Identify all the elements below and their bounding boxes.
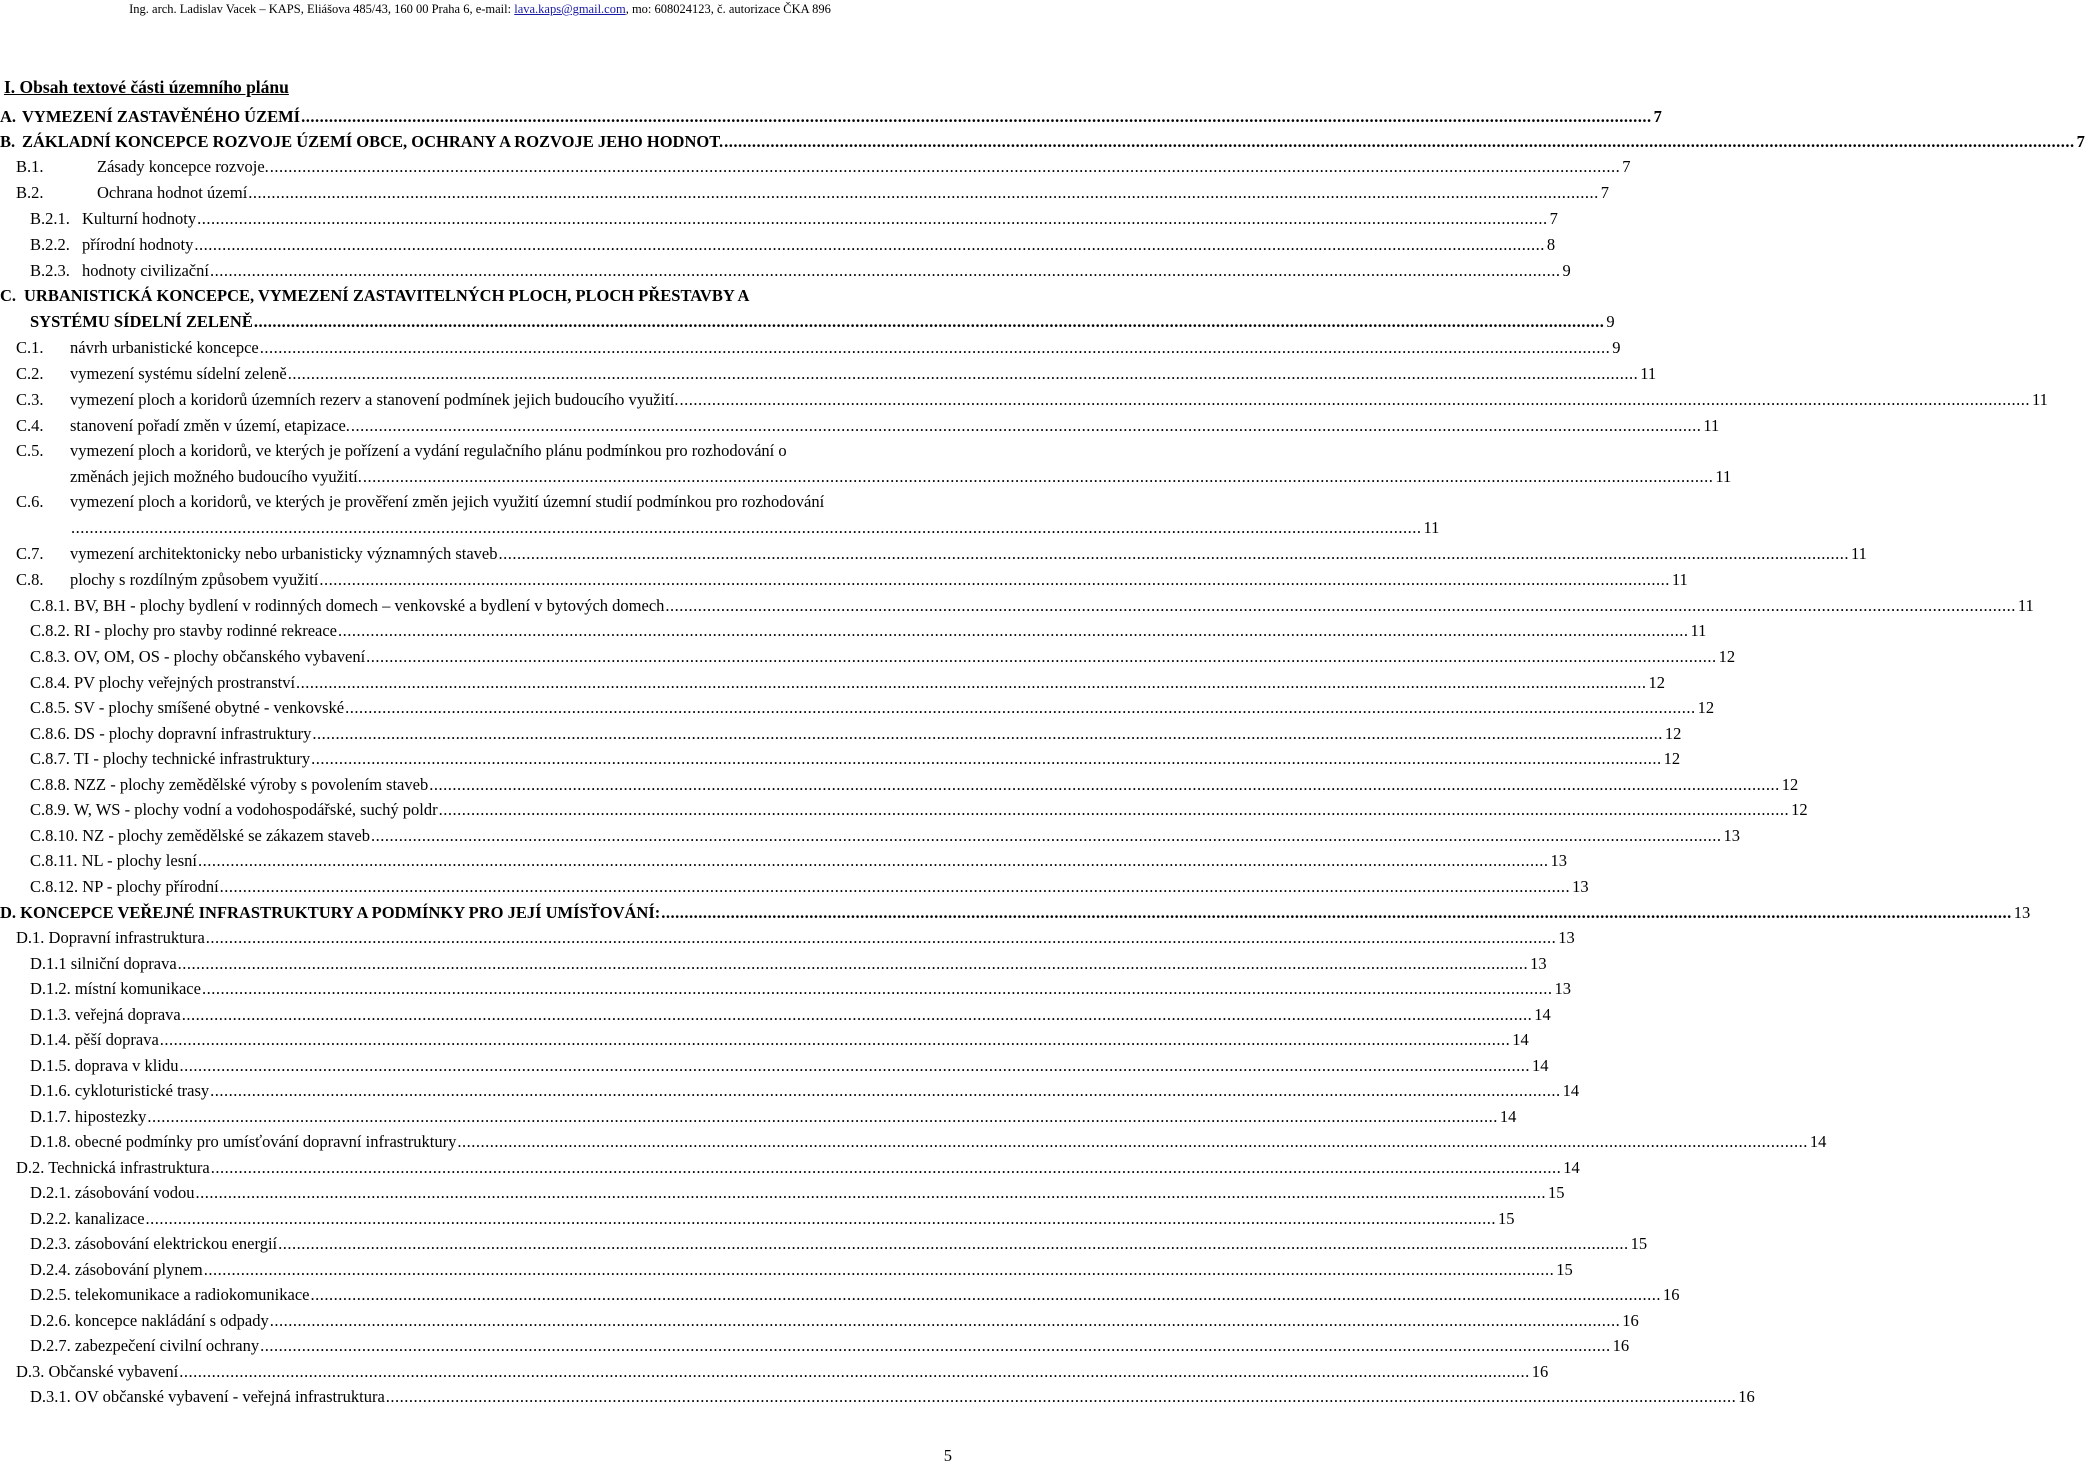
toc-page-number: 16 xyxy=(1738,1387,1755,1406)
toc-number: B.1. xyxy=(16,157,44,176)
toc-text: vymezení ploch a koridorů územních rezerv a stanovení podmínek jejich budoucího využití. xyxy=(70,390,679,409)
toc-entry-d24[interactable] xyxy=(30,1256,1573,1280)
toc-page-number: 8 xyxy=(1546,235,1556,254)
toc-entry-c83[interactable] xyxy=(30,643,1736,667)
toc-page-number: 11 xyxy=(1703,416,1720,435)
toc-entry-b23[interactable] xyxy=(30,257,1571,281)
toc-leader xyxy=(724,132,2075,152)
toc-number: A. xyxy=(0,107,17,126)
toc-page-number: 11 xyxy=(1423,518,1440,537)
toc-page-number: 14 xyxy=(1534,1005,1551,1024)
toc-leader xyxy=(311,1285,1662,1305)
toc-entry-c82[interactable] xyxy=(30,617,1707,641)
toc-text: D.1.7. hipostezky xyxy=(30,1107,147,1126)
toc-entry-c85[interactable] xyxy=(30,694,1715,718)
toc-page-number: 11 xyxy=(1640,364,1657,383)
toc-page-number: 16 xyxy=(1622,1311,1639,1330)
toc-text: D.3.1. OV občanské vybavení - veřejná infrastruktura xyxy=(30,1387,385,1406)
toc-text: D.2.4. zásobování plynem xyxy=(30,1260,203,1279)
toc-text: D.2.7. zabezpečení civilní ochrany xyxy=(30,1336,260,1355)
toc-leader xyxy=(211,1158,1562,1178)
toc-entry-c1[interactable] xyxy=(16,334,1621,358)
toc-text: přírodní hodnoty xyxy=(82,235,194,254)
toc-page-number: 9 xyxy=(1606,312,1615,331)
toc-leader xyxy=(499,544,1850,564)
toc-entry-c811[interactable] xyxy=(30,847,1567,871)
toc-leader xyxy=(429,775,1780,795)
toc-leader xyxy=(312,724,1663,744)
toc-entry-c5-line1 xyxy=(16,441,787,461)
toc-number: C.7. xyxy=(16,544,44,563)
toc-text: C.8.10. NZ - plochy zemědělské se zákazem staveb xyxy=(30,826,370,845)
toc-text: D.1.8. obecné podmínky pro umísťování dopravní infrastruktury xyxy=(30,1132,457,1151)
toc-leader xyxy=(661,903,2012,923)
toc-leader xyxy=(198,851,1549,871)
toc-page-number: 13 xyxy=(1558,928,1575,947)
toc-page-number: 14 xyxy=(1512,1030,1529,1049)
toc-text: D.1.6. cykloturistické trasy xyxy=(30,1081,210,1100)
toc-page-number: 12 xyxy=(1697,698,1715,717)
toc-page-number: 14 xyxy=(1809,1132,1827,1151)
toc-leader xyxy=(270,157,1621,177)
toc-entry-d21[interactable] xyxy=(30,1179,1565,1203)
toc-page-number: 13 xyxy=(1572,877,1589,896)
toc-entry-b1[interactable] xyxy=(16,153,1631,177)
toc-entry-d26[interactable] xyxy=(30,1307,1639,1331)
toc-text: D.1.5. doprava v klidu xyxy=(30,1056,179,1075)
toc-entry-a[interactable] xyxy=(0,103,1662,127)
toc-entry-c2[interactable] xyxy=(16,360,1657,384)
toc-entry-d13[interactable] xyxy=(30,1001,1551,1025)
header-email-link[interactable]: lava.kaps@gmail.com xyxy=(514,2,626,16)
toc-leader xyxy=(296,673,1647,693)
toc-page-number: 13 xyxy=(1554,979,1571,998)
toc-entry-c6[interactable] xyxy=(70,514,1440,538)
toc-text: D.1.3. veřejná doprava xyxy=(30,1005,181,1024)
toc-page-number: 7 xyxy=(1653,107,1662,126)
toc-leader xyxy=(345,698,1696,718)
toc-leader xyxy=(204,1260,1555,1280)
toc-text: Ochrana hodnot území xyxy=(97,183,248,202)
toc-leader xyxy=(179,1362,1530,1382)
toc-leader xyxy=(248,183,1599,203)
toc-entry-c810[interactable] xyxy=(30,822,1740,846)
toc-entry-c86[interactable] xyxy=(30,720,1682,744)
toc-text: vymezení ploch a koridorů, ve kterých je prověření změn jejich využití územní studií podmínkou pro rozhodování xyxy=(70,492,825,511)
toc-text: plochy s rozdílným způsobem využití xyxy=(70,570,319,589)
toc-number: B.2.2. xyxy=(30,235,70,254)
toc-text: C.8.6. DS - plochy dopravní infrastruktury xyxy=(30,724,312,743)
toc-text: C.8.3. OV, OM, OS - plochy občanského vybavení xyxy=(30,647,366,666)
toc-entry-b22[interactable] xyxy=(30,231,1556,255)
toc-leader xyxy=(146,1209,1497,1229)
toc-entry-b21[interactable] xyxy=(30,205,1558,229)
toc-page-number: 12 xyxy=(1791,800,1808,819)
toc-leader xyxy=(665,596,2016,616)
toc-number: C. xyxy=(0,286,17,305)
toc-leader xyxy=(371,826,1722,846)
toc-text: C.8.7. TI - plochy technické infrastruktury xyxy=(30,749,311,768)
toc-text: ZÁKLADNÍ KONCEPCE ROZVOJE ÚZEMÍ OBCE, OCHRANY A ROZVOJE JEHO HODNOT. xyxy=(22,132,724,151)
toc-leader xyxy=(220,877,1571,897)
toc-leader xyxy=(278,1234,1629,1254)
toc-number: C.4. xyxy=(16,416,44,435)
toc-text: C.8.1. BV, BH - plochy bydlení v rodinných domech – venkovské a bydlení v bytových domech xyxy=(30,596,665,615)
toc-page-number: 14 xyxy=(1531,1056,1549,1075)
toc-text: D.1. Dopravní infrastruktura xyxy=(16,928,205,947)
toc-leader xyxy=(270,1311,1621,1331)
toc-entry-c3[interactable] xyxy=(16,386,2048,410)
toc-leader xyxy=(311,749,1662,769)
toc-page-number: 12 xyxy=(1663,749,1681,768)
toc-text: D.2.6. koncepce nakládání s odpady xyxy=(30,1311,269,1330)
toc-leader xyxy=(366,647,1717,667)
toc-leader xyxy=(301,107,1652,127)
toc-entry-d31[interactable] xyxy=(30,1383,1755,1407)
toc-page-number: 15 xyxy=(1548,1183,1565,1202)
toc-page-number: 13 xyxy=(1723,826,1740,845)
toc-entry-d3[interactable] xyxy=(16,1358,1549,1382)
toc-leader xyxy=(679,390,2030,410)
toc-text: C.8.4. PV plochy veřejných prostranství xyxy=(30,673,296,692)
toc-page-number: 7 xyxy=(1549,209,1558,228)
toc-page-number: 12 xyxy=(1664,724,1682,743)
toc-text: D.1.1 silniční doprava xyxy=(30,954,177,973)
toc-entry-d[interactable] xyxy=(0,899,2031,923)
toc-leader xyxy=(202,979,1553,999)
toc-number: B. xyxy=(0,132,16,151)
toc-page-number: 14 xyxy=(1499,1107,1517,1126)
toc-text: C.8.9. W, WS - plochy vodní a vodohospodářské, suchý poldr xyxy=(30,800,438,819)
toc-leader xyxy=(260,338,1611,358)
toc-entry-c812[interactable] xyxy=(30,873,1589,897)
toc-number: C.1. xyxy=(16,338,44,357)
toc-page-number: 14 xyxy=(1563,1158,1580,1177)
toc-text: D.1.4. pěší doprava xyxy=(30,1030,159,1049)
toc-text: D.2.3. zásobování elektrickou energií xyxy=(30,1234,278,1253)
toc-text: C.8.2. RI - plochy pro stavby rodinné rekreace xyxy=(30,621,337,640)
toc-entry-d22[interactable] xyxy=(30,1205,1515,1229)
toc-number: C.5. xyxy=(16,441,44,460)
toc-entry-d18[interactable] xyxy=(30,1128,1827,1152)
toc-page-number: 11 xyxy=(2031,390,2048,409)
toc-entry-d23[interactable] xyxy=(30,1230,1648,1254)
toc-leader xyxy=(179,1056,1530,1076)
page-number: 5 xyxy=(943,1446,952,1465)
toc-text: C.8.8. NZZ - plochy zemědělské výroby s povolením staveb xyxy=(30,775,429,794)
toc-number: B.2.3. xyxy=(30,261,70,280)
toc-entry-b2[interactable] xyxy=(16,179,1610,203)
toc-title: I. Obsah textové části územního plánu xyxy=(4,77,289,97)
toc-page-number: 12 xyxy=(1781,775,1799,794)
toc-text: hodnoty civilizační xyxy=(82,261,209,280)
toc-leader xyxy=(71,518,1422,538)
toc-text: C.8.12. NP - plochy přírodní xyxy=(30,877,219,896)
toc-page-number: 11 xyxy=(1851,544,1867,563)
toc-text: D.3. Občanské vybavení xyxy=(16,1362,179,1381)
toc-leader xyxy=(206,928,1557,948)
toc-text: SYSTÉMU SÍDELNÍ ZELENĚ xyxy=(30,312,253,331)
toc-leader xyxy=(197,209,1548,229)
toc-page-number: 9 xyxy=(1562,261,1571,280)
toc-text: D. KONCEPCE VEŘEJNÉ INFRASTRUKTURY A PODMÍNKY PRO JEJÍ UMÍSŤOVÁNÍ: xyxy=(0,903,661,922)
toc-page-number: 15 xyxy=(1630,1234,1648,1253)
toc-entry-c7[interactable] xyxy=(16,540,1867,564)
toc-leader xyxy=(338,621,1689,641)
toc-text: návrh urbanistické koncepce xyxy=(70,338,259,357)
toc-entry-d15[interactable] xyxy=(30,1052,1549,1076)
toc-leader xyxy=(351,416,1702,436)
toc-page-number: 11 xyxy=(2017,596,2034,615)
toc-page-number: 13 xyxy=(1530,954,1547,973)
toc-entry-d27[interactable] xyxy=(30,1332,1630,1356)
toc-entry-c87[interactable] xyxy=(30,745,1681,769)
toc-leader xyxy=(196,1183,1547,1203)
toc-entry-d16[interactable] xyxy=(30,1077,1580,1101)
toc-page-number: 16 xyxy=(1663,1285,1680,1304)
toc-text: C.8.11. NL - plochy lesní xyxy=(30,851,197,870)
toc-text: URBANISTICKÁ KONCEPCE, VYMEZENÍ ZASTAVITELNÝCH PLOCH, PLOCH PŘESTAVBY A xyxy=(24,286,750,305)
toc-page-number: 11 xyxy=(1715,467,1732,486)
toc-leader xyxy=(194,235,1545,255)
toc-entry-d12[interactable] xyxy=(30,975,1571,999)
toc-page-number: 7 xyxy=(1600,183,1610,202)
toc-leader xyxy=(210,1081,1561,1101)
toc-leader xyxy=(439,800,1790,820)
toc-text: změnách jejich možného budoucího využití. xyxy=(70,467,362,486)
toc-number: C.2. xyxy=(16,364,44,383)
toc-entry-d11[interactable] xyxy=(30,950,1547,974)
toc-entry-c89[interactable] xyxy=(30,796,1808,820)
toc-page-number: 15 xyxy=(1556,1260,1573,1279)
toc-leader xyxy=(386,1387,1737,1407)
toc-page-number: 11 xyxy=(1690,621,1707,640)
toc-entry-d17[interactable] xyxy=(30,1103,1517,1127)
toc-text: D.1.2. místní komunikace xyxy=(30,979,201,998)
toc-entry-c-line1 xyxy=(0,286,749,306)
toc-leader xyxy=(260,1336,1611,1356)
header-suffix: , mo: 608024123, č. autorizace ČKA 896 xyxy=(625,2,831,16)
toc-leader xyxy=(254,312,1605,332)
toc-text: C.8.5. SV - plochy smíšené obytné - venkovské xyxy=(30,698,345,717)
toc-entry-d1[interactable] xyxy=(16,924,1575,948)
toc-leader xyxy=(457,1132,1808,1152)
toc-page-number: 14 xyxy=(1562,1081,1580,1100)
toc-page-number: 16 xyxy=(1612,1336,1630,1355)
toc-page-number: 7 xyxy=(2076,132,2085,151)
toc-leader xyxy=(178,954,1529,974)
toc-number: C.8. xyxy=(16,570,44,589)
toc-entry-c88[interactable] xyxy=(30,771,1799,795)
toc-text: D.2.2. kanalizace xyxy=(30,1209,145,1228)
toc-page-number: 13 xyxy=(2013,903,2031,922)
toc-entry-c8[interactable] xyxy=(16,566,1688,590)
toc-entry-b[interactable] xyxy=(0,128,2085,152)
toc-number: C.6. xyxy=(16,492,44,511)
header-prefix: Ing. arch. Ladislav Vacek – KAPS, Eliášova 485/43, 160 00 Praha 6, e-mail: xyxy=(129,2,512,16)
toc-page-number: 16 xyxy=(1531,1362,1549,1381)
toc-entry-c4[interactable] xyxy=(16,412,1720,436)
toc-leader xyxy=(319,570,1670,590)
toc-leader xyxy=(147,1107,1498,1127)
toc-text: vymezení systému sídelní zeleně xyxy=(70,364,287,383)
toc-page-number: 9 xyxy=(1612,338,1621,357)
toc-number: B.2.1. xyxy=(30,209,70,228)
toc-text: Zásady koncepce rozvoje. xyxy=(97,157,269,176)
toc-entry-c[interactable] xyxy=(30,308,1615,332)
toc-page-number: 12 xyxy=(1648,673,1666,692)
toc-text: stanovení pořadí změn v území, etapizace. xyxy=(70,416,350,435)
toc-leader xyxy=(210,261,1561,281)
toc-entry-d14[interactable] xyxy=(30,1026,1529,1050)
toc-entry-c81[interactable] xyxy=(30,592,2034,616)
toc-leader xyxy=(160,1030,1511,1050)
toc-entry-d25[interactable] xyxy=(30,1281,1680,1305)
toc-leader xyxy=(182,1005,1533,1025)
toc-text: VYMEZENÍ ZASTAVĚNÉHO ÚZEMÍ xyxy=(22,107,301,126)
toc-text: D.2.1. zásobování vodou xyxy=(30,1183,195,1202)
toc-entry-d2[interactable] xyxy=(16,1154,1580,1178)
toc-text: vymezení ploch a koridorů, ve kterých je pořízení a vydání regulačního plánu podmínkou pro rozhodování o xyxy=(70,441,787,460)
toc-entry-c6-line1 xyxy=(16,492,824,512)
toc-leader xyxy=(363,467,1714,487)
toc-page-number: 12 xyxy=(1718,647,1736,666)
toc-text: D.2. Technická infrastruktura xyxy=(16,1158,210,1177)
toc-entry-c5[interactable] xyxy=(70,463,1732,487)
toc-page-number: 13 xyxy=(1550,851,1567,870)
toc-number: B.2. xyxy=(16,183,44,202)
toc-number: C.3. xyxy=(16,390,44,409)
toc-text: vymezení architektonicky nebo urbanisticky významných staveb xyxy=(70,544,498,563)
toc-page-number: 7 xyxy=(1622,157,1631,176)
toc-entry-c84[interactable] xyxy=(30,669,1666,693)
toc-page-number: 15 xyxy=(1498,1209,1515,1228)
toc-text: Kulturní hodnoty xyxy=(82,209,197,228)
toc-leader xyxy=(288,364,1639,384)
toc-page-number: 11 xyxy=(1671,570,1688,589)
toc-text: D.2.5. telekomunikace a radiokomunikace xyxy=(30,1285,310,1304)
